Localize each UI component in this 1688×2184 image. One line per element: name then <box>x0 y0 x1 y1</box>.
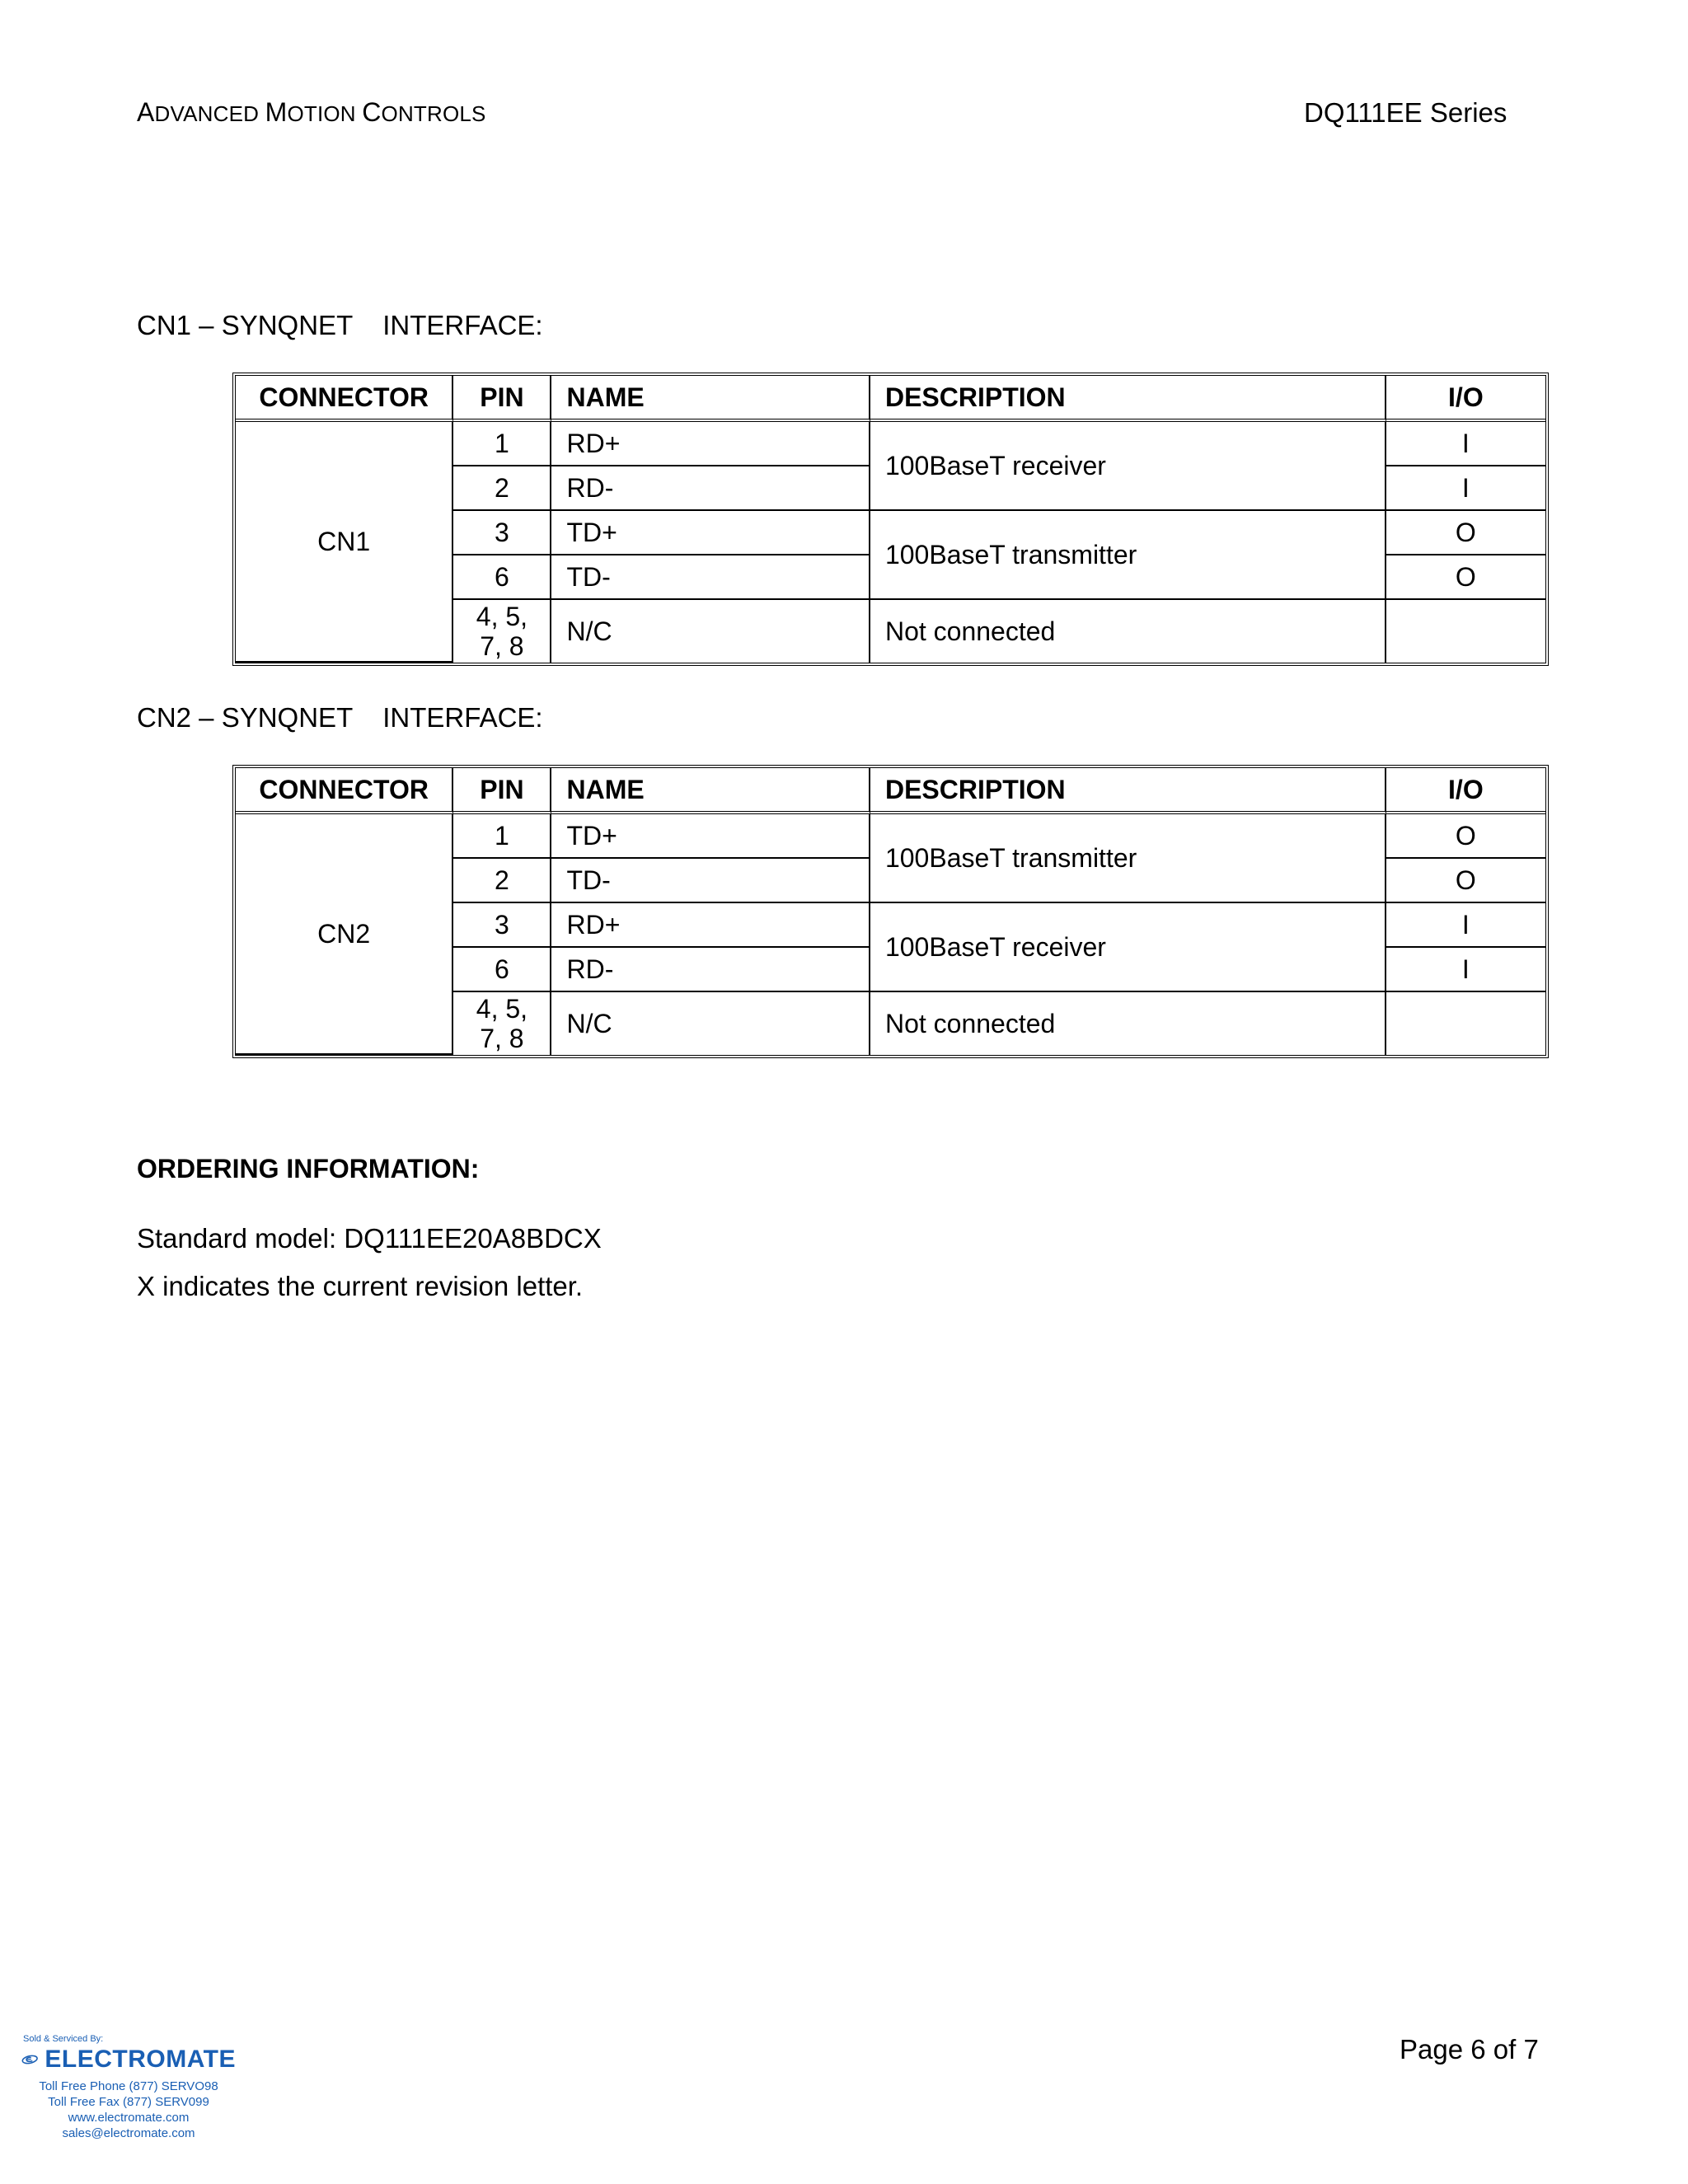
io-cell: O <box>1386 814 1545 859</box>
signal-name-cell: RD- <box>551 466 870 511</box>
brand-name: ELECTROMATE <box>45 2046 236 2073</box>
description-cell: 100BaseT transmitter <box>870 814 1386 903</box>
pin-line-2: 7, 8 <box>480 1024 524 1053</box>
description-cell: 100BaseT transmitter <box>870 511 1386 600</box>
pin-cell: 2 <box>453 859 551 903</box>
io-cell: O <box>1386 511 1545 555</box>
connector-cell: CN2 <box>236 814 453 1055</box>
cn1-title-part-b: INTERFACE: <box>382 310 543 340</box>
pin-cell: 6 <box>453 555 551 600</box>
seller-contact <box>21 2079 236 2141</box>
signal-name-cell: TD- <box>551 555 870 600</box>
pin-cell <box>453 992 551 1055</box>
description-cell: 100BaseT receiver <box>870 903 1386 992</box>
signal-name-cell: RD+ <box>551 422 870 466</box>
cn1-section-title <box>137 310 543 341</box>
electromate-logo-icon <box>21 2047 38 2072</box>
signal-name-cell: RD- <box>551 948 870 992</box>
seller-logo-block <box>21 2034 236 2141</box>
io-cell <box>1386 600 1545 663</box>
io-cell: O <box>1386 859 1545 903</box>
brand-row <box>21 2046 236 2074</box>
io-cell: I <box>1386 903 1545 948</box>
column-header-name: NAME <box>551 768 870 814</box>
column-header-connector: CONNECTOR <box>236 376 453 422</box>
standard-model-line: Standard model: DQ111EE20A8BDCX <box>137 1223 602 1254</box>
company-initial-a: A <box>137 97 155 127</box>
io-cell <box>1386 992 1545 1055</box>
pin-line-2: 7, 8 <box>480 631 524 661</box>
cn1-title-part-a: CN1 – SYNQNET <box>137 310 354 340</box>
signal-name-cell: N/C <box>551 600 870 663</box>
description-cell: 100BaseT receiver <box>870 422 1386 511</box>
toll-free-fax: Toll Free Fax (877) SERV099 <box>48 2095 209 2109</box>
column-header-connector: CONNECTOR <box>236 768 453 814</box>
toll-free-phone: Toll Free Phone (877) SERVO98 <box>39 2079 218 2093</box>
pin-cell: 2 <box>453 466 551 511</box>
io-cell: I <box>1386 466 1545 511</box>
seller-website: www.electromate.com <box>68 2111 190 2125</box>
company-word-advanced: DVANCED <box>154 101 265 126</box>
company-word-controls: ONTROLS <box>381 101 486 126</box>
column-header-io: I/O <box>1386 376 1545 422</box>
column-header-pin: PIN <box>453 376 551 422</box>
header-product-series: DQ111EE Series <box>1304 97 1507 128</box>
signal-name-cell: TD+ <box>551 814 870 859</box>
table-header-row <box>236 768 1545 814</box>
description-cell: Not connected <box>870 600 1386 663</box>
io-cell: I <box>1386 422 1545 466</box>
pin-cell: 3 <box>453 511 551 555</box>
company-initial-m: M <box>265 97 288 127</box>
header-company-name <box>137 97 486 128</box>
table-row <box>236 422 1545 466</box>
cn2-title-part-b: INTERFACE: <box>382 702 543 733</box>
cn2-section-title <box>137 702 543 733</box>
pin-cell: 1 <box>453 814 551 859</box>
signal-name-cell: N/C <box>551 992 870 1055</box>
io-cell: I <box>1386 948 1545 992</box>
signal-name-cell: TD- <box>551 859 870 903</box>
column-header-description: DESCRIPTION <box>870 768 1386 814</box>
pin-cell <box>453 600 551 663</box>
ordering-information-heading: ORDERING INFORMATION: <box>137 1154 480 1183</box>
company-word-motion: OTION <box>287 101 363 126</box>
seller-email: sales@electromate.com <box>62 2126 195 2140</box>
cn2-title-part-a: CN2 – SYNQNET <box>137 702 354 733</box>
description-cell: Not connected <box>870 992 1386 1055</box>
table-header-row <box>236 376 1545 422</box>
pin-line-1: 4, 5, <box>476 994 528 1024</box>
column-header-pin: PIN <box>453 768 551 814</box>
pin-cell: 6 <box>453 948 551 992</box>
column-header-name: NAME <box>551 376 870 422</box>
revision-note-line: X indicates the current revision letter. <box>137 1271 584 1301</box>
company-initial-c: C <box>362 97 382 127</box>
connector-cell: CN1 <box>236 422 453 663</box>
io-cell: O <box>1386 555 1545 600</box>
pin-cell: 3 <box>453 903 551 948</box>
pin-cell: 1 <box>453 422 551 466</box>
signal-name-cell: TD+ <box>551 511 870 555</box>
cn2-pin-table <box>232 765 1549 1058</box>
cn1-pin-table <box>232 373 1549 666</box>
pin-line-1: 4, 5, <box>476 602 528 631</box>
column-header-description: DESCRIPTION <box>870 376 1386 422</box>
column-header-io: I/O <box>1386 768 1545 814</box>
table-row <box>236 814 1545 859</box>
page-number: Page 6 of 7 <box>1400 2034 1539 2064</box>
sold-by-label: Sold & Serviced By: <box>23 2034 104 2044</box>
signal-name-cell: RD+ <box>551 903 870 948</box>
